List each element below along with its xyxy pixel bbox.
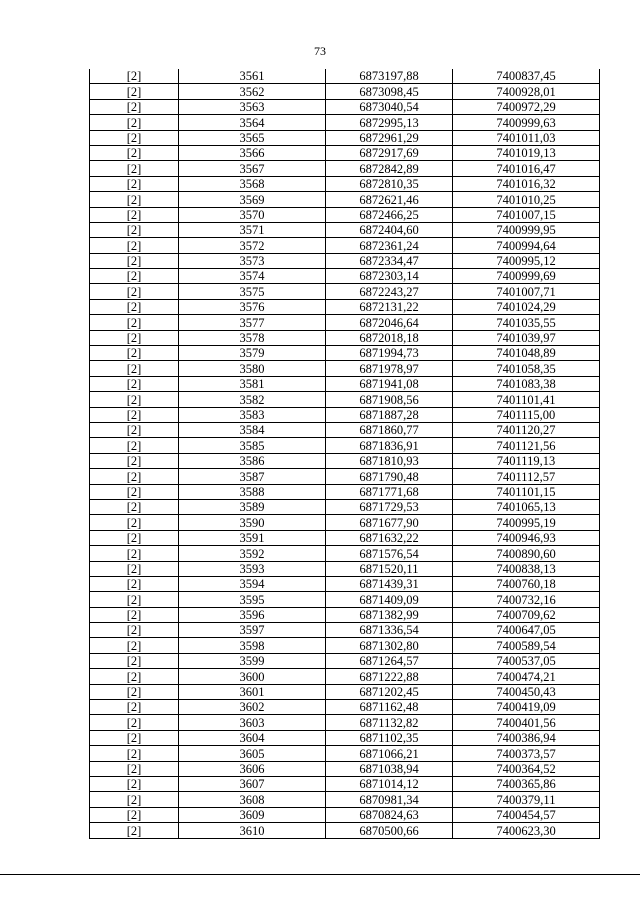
table-row xyxy=(90,653,600,668)
point-number-cell: 3603 xyxy=(179,715,326,730)
point-number-cell: 3586 xyxy=(179,453,326,468)
point-number-cell: 3591 xyxy=(179,530,326,545)
y-coordinate-cell: 7401019,13 xyxy=(453,145,600,160)
source-ref-cell: [2] xyxy=(90,269,179,284)
y-coordinate-cell: 7400474,21 xyxy=(453,669,600,684)
point-number-cell: 3575 xyxy=(179,284,326,299)
point-number-cell: 3608 xyxy=(179,792,326,807)
page-number: 73 xyxy=(314,44,326,58)
source-ref-cell: [2] xyxy=(90,376,179,391)
source-ref-cell: [2] xyxy=(90,546,179,561)
y-coordinate-cell: 7401058,35 xyxy=(453,361,600,376)
point-number-cell: 3594 xyxy=(179,576,326,591)
x-coordinate-cell: 6871382,99 xyxy=(326,607,453,622)
source-ref-cell: [2] xyxy=(90,746,179,761)
source-ref-cell: [2] xyxy=(90,730,179,745)
x-coordinate-cell: 6871132,82 xyxy=(326,715,453,730)
x-coordinate-cell: 6871302,80 xyxy=(326,638,453,653)
y-coordinate-cell: 7401007,15 xyxy=(453,207,600,222)
source-ref-cell: [2] xyxy=(90,176,179,191)
point-number-cell: 3610 xyxy=(179,823,326,838)
point-number-cell: 3588 xyxy=(179,484,326,499)
source-ref-cell: [2] xyxy=(90,361,179,376)
table-row xyxy=(90,807,600,822)
point-number-cell: 3574 xyxy=(179,269,326,284)
x-coordinate-cell: 6872842,89 xyxy=(326,161,453,176)
table-row xyxy=(90,684,600,699)
x-coordinate-cell: 6871439,31 xyxy=(326,576,453,591)
x-coordinate-cell: 6871908,56 xyxy=(326,392,453,407)
source-ref-cell: [2] xyxy=(90,823,179,838)
x-coordinate-cell: 6871222,88 xyxy=(326,669,453,684)
source-ref-cell: [2] xyxy=(90,592,179,607)
coordinates-table-body xyxy=(90,69,600,838)
table-row xyxy=(90,99,600,114)
source-ref-cell: [2] xyxy=(90,807,179,822)
x-coordinate-cell: 6871038,94 xyxy=(326,761,453,776)
source-ref-cell: [2] xyxy=(90,792,179,807)
table-row xyxy=(90,546,600,561)
x-coordinate-cell: 6872466,25 xyxy=(326,207,453,222)
source-ref-cell: [2] xyxy=(90,192,179,207)
point-number-cell: 3606 xyxy=(179,761,326,776)
table-row xyxy=(90,484,600,499)
x-coordinate-cell: 6872961,29 xyxy=(326,130,453,145)
point-number-cell: 3600 xyxy=(179,669,326,684)
point-number-cell: 3592 xyxy=(179,546,326,561)
table-row xyxy=(90,515,600,530)
source-ref-cell: [2] xyxy=(90,330,179,345)
source-ref-cell: [2] xyxy=(90,607,179,622)
source-ref-cell: [2] xyxy=(90,253,179,268)
x-coordinate-cell: 6871102,35 xyxy=(326,730,453,745)
table-row xyxy=(90,269,600,284)
point-number-cell: 3607 xyxy=(179,776,326,791)
x-coordinate-cell: 6872303,14 xyxy=(326,269,453,284)
table-row xyxy=(90,376,600,391)
y-coordinate-cell: 7401119,13 xyxy=(453,453,600,468)
y-coordinate-cell: 7401016,32 xyxy=(453,176,600,191)
y-coordinate-cell: 7401048,89 xyxy=(453,346,600,361)
table-row xyxy=(90,530,600,545)
source-ref-cell: [2] xyxy=(90,515,179,530)
x-coordinate-cell: 6871978,97 xyxy=(326,361,453,376)
x-coordinate-cell: 6871771,68 xyxy=(326,484,453,499)
y-coordinate-cell: 7401010,25 xyxy=(453,192,600,207)
y-coordinate-cell: 7401120,27 xyxy=(453,422,600,437)
x-coordinate-cell: 6872621,46 xyxy=(326,192,453,207)
x-coordinate-cell: 6872046,64 xyxy=(326,315,453,330)
table-row xyxy=(90,207,600,222)
source-ref-cell: [2] xyxy=(90,315,179,330)
source-ref-cell: [2] xyxy=(90,499,179,514)
table-row xyxy=(90,499,600,514)
y-coordinate-cell: 7400890,60 xyxy=(453,546,600,561)
x-coordinate-cell: 6871066,21 xyxy=(326,746,453,761)
point-number-cell: 3581 xyxy=(179,376,326,391)
source-ref-cell: [2] xyxy=(90,392,179,407)
table-row xyxy=(90,284,600,299)
y-coordinate-cell: 7400623,30 xyxy=(453,823,600,838)
y-coordinate-cell: 7400999,95 xyxy=(453,222,600,237)
point-number-cell: 3562 xyxy=(179,84,326,99)
x-coordinate-cell: 6871860,77 xyxy=(326,422,453,437)
y-coordinate-cell: 7400760,18 xyxy=(453,576,600,591)
table-row xyxy=(90,638,600,653)
source-ref-cell: [2] xyxy=(90,576,179,591)
table-row xyxy=(90,700,600,715)
table-row xyxy=(90,145,600,160)
point-number-cell: 3599 xyxy=(179,653,326,668)
x-coordinate-cell: 6872018,18 xyxy=(326,330,453,345)
point-number-cell: 3596 xyxy=(179,607,326,622)
y-coordinate-cell: 7400994,64 xyxy=(453,238,600,253)
y-coordinate-cell: 7400838,13 xyxy=(453,561,600,576)
table-row xyxy=(90,792,600,807)
point-number-cell: 3605 xyxy=(179,746,326,761)
point-number-cell: 3571 xyxy=(179,222,326,237)
point-number-cell: 3563 xyxy=(179,99,326,114)
table-row xyxy=(90,469,600,484)
table-row xyxy=(90,715,600,730)
point-number-cell: 3570 xyxy=(179,207,326,222)
point-number-cell: 3598 xyxy=(179,638,326,653)
table-row xyxy=(90,361,600,376)
table-row xyxy=(90,330,600,345)
table-row xyxy=(90,315,600,330)
source-ref-cell: [2] xyxy=(90,84,179,99)
y-coordinate-cell: 7400709,62 xyxy=(453,607,600,622)
table-row xyxy=(90,761,600,776)
coordinates-table xyxy=(89,69,600,839)
table-row xyxy=(90,115,600,130)
y-coordinate-cell: 7400450,43 xyxy=(453,684,600,699)
x-coordinate-cell: 6871790,48 xyxy=(326,469,453,484)
table-row xyxy=(90,84,600,99)
y-coordinate-cell: 7400401,56 xyxy=(453,715,600,730)
table-row xyxy=(90,69,600,84)
point-number-cell: 3584 xyxy=(179,422,326,437)
table-row xyxy=(90,176,600,191)
x-coordinate-cell: 6871014,12 xyxy=(326,776,453,791)
y-coordinate-cell: 7401121,56 xyxy=(453,438,600,453)
source-ref-cell: [2] xyxy=(90,438,179,453)
table-row xyxy=(90,730,600,745)
source-ref-cell: [2] xyxy=(90,530,179,545)
y-coordinate-cell: 7401112,57 xyxy=(453,469,600,484)
point-number-cell: 3577 xyxy=(179,315,326,330)
source-ref-cell: [2] xyxy=(90,715,179,730)
y-coordinate-cell: 7400995,12 xyxy=(453,253,600,268)
point-number-cell: 3573 xyxy=(179,253,326,268)
y-coordinate-cell: 7400647,05 xyxy=(453,623,600,638)
point-number-cell: 3589 xyxy=(179,499,326,514)
table-row xyxy=(90,222,600,237)
y-coordinate-cell: 7400419,09 xyxy=(453,700,600,715)
x-coordinate-cell: 6871576,54 xyxy=(326,546,453,561)
source-ref-cell: [2] xyxy=(90,238,179,253)
table-row xyxy=(90,253,600,268)
table-row xyxy=(90,407,600,422)
point-number-cell: 3564 xyxy=(179,115,326,130)
table-row xyxy=(90,576,600,591)
table-row xyxy=(90,438,600,453)
table-row xyxy=(90,669,600,684)
x-coordinate-cell: 6872810,35 xyxy=(326,176,453,191)
x-coordinate-cell: 6872334,47 xyxy=(326,253,453,268)
point-number-cell: 3565 xyxy=(179,130,326,145)
y-coordinate-cell: 7400365,86 xyxy=(453,776,600,791)
x-coordinate-cell: 6871941,08 xyxy=(326,376,453,391)
y-coordinate-cell: 7400999,63 xyxy=(453,115,600,130)
source-ref-cell: [2] xyxy=(90,69,179,84)
x-coordinate-cell: 6870824,63 xyxy=(326,807,453,822)
y-coordinate-cell: 7400972,29 xyxy=(453,99,600,114)
source-ref-cell: [2] xyxy=(90,561,179,576)
x-coordinate-cell: 6871264,57 xyxy=(326,653,453,668)
y-coordinate-cell: 7401011,03 xyxy=(453,130,600,145)
point-number-cell: 3579 xyxy=(179,346,326,361)
table-row xyxy=(90,422,600,437)
y-coordinate-cell: 7400995,19 xyxy=(453,515,600,530)
table-row xyxy=(90,561,600,576)
x-coordinate-cell: 6872995,13 xyxy=(326,115,453,130)
source-ref-cell: [2] xyxy=(90,422,179,437)
source-ref-cell: [2] xyxy=(90,623,179,638)
y-coordinate-cell: 7400589,54 xyxy=(453,638,600,653)
table-row xyxy=(90,161,600,176)
x-coordinate-cell: 6871520,11 xyxy=(326,561,453,576)
x-coordinate-cell: 6871887,28 xyxy=(326,407,453,422)
x-coordinate-cell: 6871409,09 xyxy=(326,592,453,607)
point-number-cell: 3601 xyxy=(179,684,326,699)
source-ref-cell: [2] xyxy=(90,453,179,468)
x-coordinate-cell: 6872917,69 xyxy=(326,145,453,160)
x-coordinate-cell: 6871729,53 xyxy=(326,499,453,514)
table-row xyxy=(90,776,600,791)
point-number-cell: 3572 xyxy=(179,238,326,253)
point-number-cell: 3593 xyxy=(179,561,326,576)
y-coordinate-cell: 7401016,47 xyxy=(453,161,600,176)
x-coordinate-cell: 6870500,66 xyxy=(326,823,453,838)
x-coordinate-cell: 6872404,60 xyxy=(326,222,453,237)
point-number-cell: 3609 xyxy=(179,807,326,822)
table-row xyxy=(90,130,600,145)
point-number-cell: 3567 xyxy=(179,161,326,176)
x-coordinate-cell: 6873040,54 xyxy=(326,99,453,114)
x-coordinate-cell: 6871336,54 xyxy=(326,623,453,638)
x-coordinate-cell: 6871162,48 xyxy=(326,700,453,715)
source-ref-cell: [2] xyxy=(90,99,179,114)
source-ref-cell: [2] xyxy=(90,407,179,422)
bottom-rule xyxy=(0,874,640,875)
point-number-cell: 3578 xyxy=(179,330,326,345)
table-row xyxy=(90,823,600,838)
x-coordinate-cell: 6873098,45 xyxy=(326,84,453,99)
y-coordinate-cell: 7400364,52 xyxy=(453,761,600,776)
y-coordinate-cell: 7400837,45 xyxy=(453,69,600,84)
x-coordinate-cell: 6871836,91 xyxy=(326,438,453,453)
point-number-cell: 3576 xyxy=(179,299,326,314)
y-coordinate-cell: 7401101,41 xyxy=(453,392,600,407)
y-coordinate-cell: 7400379,11 xyxy=(453,792,600,807)
table-row xyxy=(90,392,600,407)
point-number-cell: 3569 xyxy=(179,192,326,207)
table-row xyxy=(90,592,600,607)
x-coordinate-cell: 6872131,22 xyxy=(326,299,453,314)
table-row xyxy=(90,746,600,761)
source-ref-cell: [2] xyxy=(90,299,179,314)
point-number-cell: 3566 xyxy=(179,145,326,160)
y-coordinate-cell: 7400732,16 xyxy=(453,592,600,607)
source-ref-cell: [2] xyxy=(90,484,179,499)
point-number-cell: 3587 xyxy=(179,469,326,484)
point-number-cell: 3582 xyxy=(179,392,326,407)
point-number-cell: 3604 xyxy=(179,730,326,745)
y-coordinate-cell: 7400946,93 xyxy=(453,530,600,545)
point-number-cell: 3568 xyxy=(179,176,326,191)
y-coordinate-cell: 7401083,38 xyxy=(453,376,600,391)
table-row xyxy=(90,192,600,207)
source-ref-cell: [2] xyxy=(90,653,179,668)
y-coordinate-cell: 7400928,01 xyxy=(453,84,600,99)
y-coordinate-cell: 7400373,57 xyxy=(453,746,600,761)
table-row xyxy=(90,623,600,638)
y-coordinate-cell: 7401007,71 xyxy=(453,284,600,299)
source-ref-cell: [2] xyxy=(90,222,179,237)
source-ref-cell: [2] xyxy=(90,638,179,653)
source-ref-cell: [2] xyxy=(90,207,179,222)
point-number-cell: 3580 xyxy=(179,361,326,376)
point-number-cell: 3595 xyxy=(179,592,326,607)
y-coordinate-cell: 7400454,57 xyxy=(453,807,600,822)
x-coordinate-cell: 6871810,93 xyxy=(326,453,453,468)
x-coordinate-cell: 6871202,45 xyxy=(326,684,453,699)
source-ref-cell: [2] xyxy=(90,669,179,684)
table-row xyxy=(90,453,600,468)
x-coordinate-cell: 6870981,34 xyxy=(326,792,453,807)
source-ref-cell: [2] xyxy=(90,115,179,130)
y-coordinate-cell: 7401065,13 xyxy=(453,499,600,514)
source-ref-cell: [2] xyxy=(90,284,179,299)
y-coordinate-cell: 7401039,97 xyxy=(453,330,600,345)
point-number-cell: 3602 xyxy=(179,700,326,715)
source-ref-cell: [2] xyxy=(90,700,179,715)
y-coordinate-cell: 7401115,00 xyxy=(453,407,600,422)
table-row xyxy=(90,299,600,314)
y-coordinate-cell: 7400386,94 xyxy=(453,730,600,745)
source-ref-cell: [2] xyxy=(90,145,179,160)
point-number-cell: 3597 xyxy=(179,623,326,638)
point-number-cell: 3561 xyxy=(179,69,326,84)
y-coordinate-cell: 7401035,55 xyxy=(453,315,600,330)
source-ref-cell: [2] xyxy=(90,346,179,361)
source-ref-cell: [2] xyxy=(90,469,179,484)
x-coordinate-cell: 6871632,22 xyxy=(326,530,453,545)
table-row xyxy=(90,607,600,622)
x-coordinate-cell: 6872243,27 xyxy=(326,284,453,299)
table-row xyxy=(90,346,600,361)
x-coordinate-cell: 6871677,90 xyxy=(326,515,453,530)
x-coordinate-cell: 6871994,73 xyxy=(326,346,453,361)
source-ref-cell: [2] xyxy=(90,684,179,699)
y-coordinate-cell: 7401024,29 xyxy=(453,299,600,314)
x-coordinate-cell: 6872361,24 xyxy=(326,238,453,253)
source-ref-cell: [2] xyxy=(90,130,179,145)
point-number-cell: 3585 xyxy=(179,438,326,453)
x-coordinate-cell: 6873197,88 xyxy=(326,69,453,84)
point-number-cell: 3590 xyxy=(179,515,326,530)
table-row xyxy=(90,238,600,253)
point-number-cell: 3583 xyxy=(179,407,326,422)
source-ref-cell: [2] xyxy=(90,761,179,776)
y-coordinate-cell: 7400537,05 xyxy=(453,653,600,668)
y-coordinate-cell: 7401101,15 xyxy=(453,484,600,499)
source-ref-cell: [2] xyxy=(90,776,179,791)
y-coordinate-cell: 7400999,69 xyxy=(453,269,600,284)
source-ref-cell: [2] xyxy=(90,161,179,176)
